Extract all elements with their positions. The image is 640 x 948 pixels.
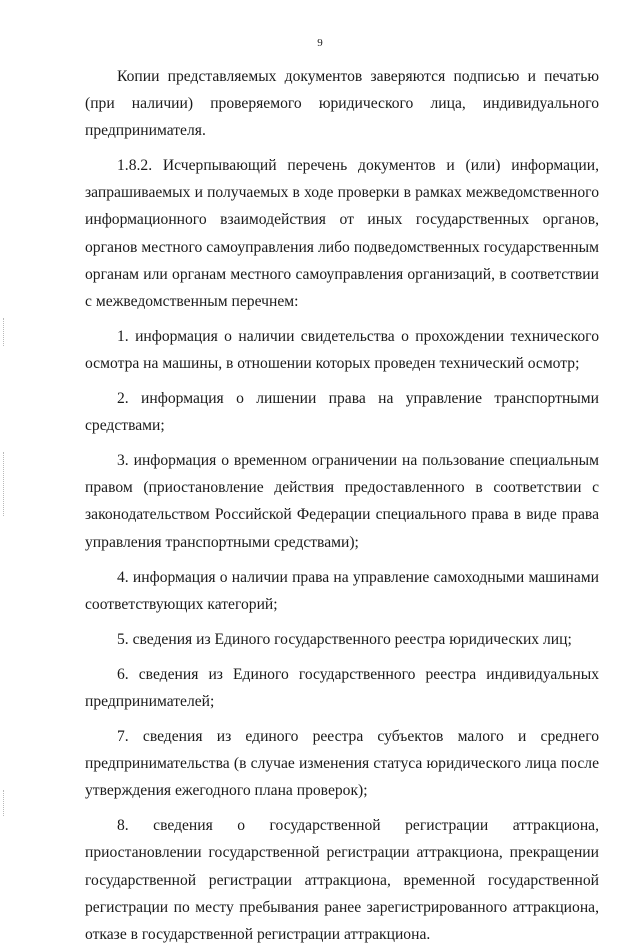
list-item-7: 7. сведения из единого реестра субъектов малого и среднего предпринимательства (в случае изменения статуса юридического лица после утверждения ежегодного плана проверок); bbox=[85, 728, 599, 800]
list-item-1: 1. информация о наличии свидетельства о прохождении технического осмотра на машины, в отношении которых проведен технический осмотр; bbox=[85, 327, 599, 372]
paragraph-copies-certification: Копии представляемых документов заверяются подписью и печатью (при наличии) проверяемого юридического лица, индивидуального предпринимателя. bbox=[85, 68, 599, 140]
list-item-6: 6. сведения из Единого государственного реестра индивидуальных предпринимателей; bbox=[85, 665, 599, 710]
list-item-2: 2. информация о лишении права на управление транспортными средствами; bbox=[85, 390, 599, 435]
binding-mark-middle bbox=[3, 452, 5, 516]
binding-mark-top bbox=[3, 318, 5, 346]
document-body bbox=[85, 63, 599, 948]
page-number: 9 bbox=[317, 37, 323, 49]
list-item-4: 4. информация о наличии права на управление самоходными машинами соответствующих категорий; bbox=[85, 568, 599, 613]
paragraph-1-8-2-document-list: 1.8.2. Исчерпывающий перечень документов и (или) информации, запрашиваемых и получаемых в ходе проверки в рамках межведомственного информационного взаимодействия от иных государственных органов, органов местного самоуправления либо подведомственных государственным органам или органам местного самоуправления организаций, в соответствии с межведомственным перечнем: bbox=[85, 157, 599, 310]
list-item-3: 3. информация о временном ограничении на пользование специальным правом (приостановление действия предоставленного в соответствии с законодательством Российской Федерации специального права в виде права управления транспортными средствами); bbox=[85, 452, 599, 551]
binding-mark-bottom bbox=[3, 790, 5, 816]
list-item-8: 8. сведения о государственной регистрации аттракциона, приостановлении государственной регистрации аттракциона, прекращении государственной регистрации аттракциона, временной государственной регистрации по месту пребывания ранее зарегистрированного аттракциона, отказе в государственной регистрации аттракциона. bbox=[85, 817, 599, 943]
list-item-5: 5. сведения из Единого государственного реестра юридических лиц; bbox=[117, 630, 572, 648]
